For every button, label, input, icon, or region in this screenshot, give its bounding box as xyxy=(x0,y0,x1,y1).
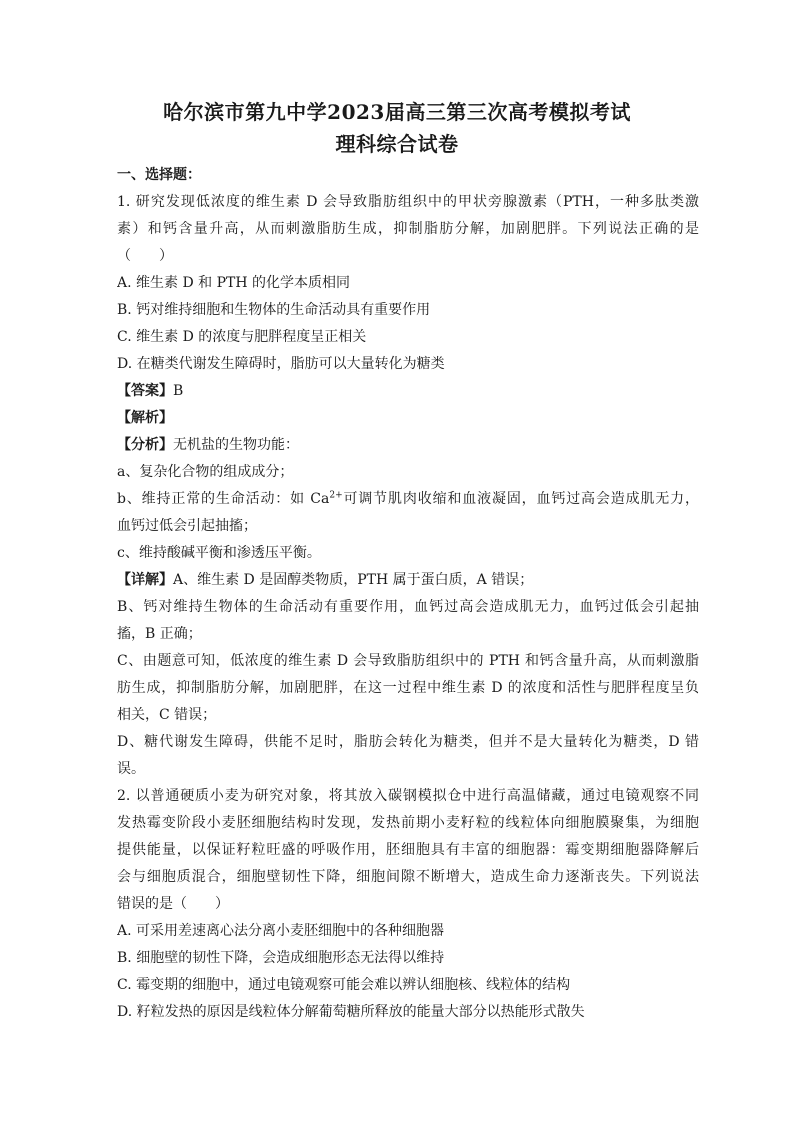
q1-stem-line: 素）和钙含量升高，从而刺激脂肪生成，抑制脂肪分解，加剧肥胖。下列说法正确的是 xyxy=(117,221,699,237)
detail-line: 肪生成，抑制脂肪分解，加剧肥胖，在这一过程中维生素 D 的浓度和活性与肥胖程度呈负 xyxy=(117,680,699,696)
q2-stem-line: 2. 以普通硬质小麦为研究对象，将其放入碳钢模拟仓中进行高温储藏，通过电镜观察不同 xyxy=(117,788,699,804)
analysis-point-b xyxy=(117,486,699,513)
detail-text: A、维生素 D 是固醇类物质，PTH 属于蛋白质，A 错误； xyxy=(173,572,534,588)
detail-line: D、糖代谢发生障碍，供能不足时，脂肪会转化为糖类，但并不是大量转化为糖类，D 错 xyxy=(117,734,699,750)
answer-value: B xyxy=(173,383,184,399)
question-2 xyxy=(117,783,699,1026)
q2-stem-line: 错误的是（ ） xyxy=(117,896,229,912)
analysis-label: 【解析】 xyxy=(117,410,173,426)
answer-row xyxy=(117,378,699,405)
q2-stem-line: 会与细胞质混合，细胞壁韧性下降，细胞间隙不断增大，造成生命力逐渐丧失。下列说法 xyxy=(117,869,699,885)
analysis-point-b-cont: 血钙过低会引起抽搐； xyxy=(117,518,257,534)
detail-line: C、由题意可知，低浓度的维生素 D 会导致脂肪组织中的 PTH 和钙含量升高，从而刺激脂 xyxy=(117,653,699,669)
point-b-superscript: 2+ xyxy=(329,490,343,501)
detail-row xyxy=(117,567,699,594)
point-b-suffix: 可调节肌肉收缩和血液凝固，血钙过高会造成肌无力， xyxy=(342,491,699,507)
detail-line: B、钙对维持生物体的生命活动有重要作用，血钙过高会造成肌无力，血钙过低会引起抽 xyxy=(117,599,699,615)
q2-option-b: B. 细胞壁的韧性下降，会造成细胞形态无法得以维持 xyxy=(117,950,445,966)
q2-option-c: C. 霉变期的细胞中，通过电镜观察可能会难以辨认细胞核、线粒体的结构 xyxy=(117,977,571,993)
answer-label: 【答案】 xyxy=(117,383,173,399)
q1-option-b: B. 钙对维持细胞和生物体的生命活动具有重要作用 xyxy=(117,302,431,318)
q1-stem-line: （ ） xyxy=(117,248,173,264)
q2-stem-line: 发热霉变阶段小麦胚细胞结构时发现，发热前期小麦籽粒的线粒体向细胞膜聚集，为细胞 xyxy=(117,815,699,831)
q1-option-a: A. 维生素 D 和 PTH 的化学本质相同 xyxy=(117,275,351,291)
detail-line: 相关，C 错误； xyxy=(117,707,217,723)
q2-stem-line: 提供能量，以保证籽粒旺盛的呼吸作用，胚细胞具有丰富的细胞器：霉变期细胞器降解后 xyxy=(117,842,699,858)
point-b-prefix: b、维持正常的生命活动：如 Ca xyxy=(117,491,330,507)
question-1 xyxy=(117,189,699,783)
fenxi-label: 【分析】 xyxy=(117,437,173,453)
exam-subtitle: 理科综合试卷 xyxy=(335,132,459,156)
q2-option-a: A. 可采用差速离心法分离小麦胚细胞中的各种细胞器 xyxy=(117,923,445,939)
analysis-point-a: a、复杂化合物的组成成分； xyxy=(117,464,294,480)
exam-title: 哈尔滨市第九中学2023届高三第三次高考模拟考试 xyxy=(163,100,631,124)
detail-line: 搐，B 正确； xyxy=(117,626,202,642)
section-heading: 一、选择题： xyxy=(117,167,201,183)
q1-stem-line: 1. 研究发现低浓度的维生素 D 会导致脂肪组织中的甲状旁腺激素（PTH，一种多肽类激 xyxy=(117,194,699,210)
fenxi-text: 无机盐的生物功能： xyxy=(173,437,299,453)
q1-option-c: C. 维生素 D 的浓度与肥胖程度呈正相关 xyxy=(117,329,367,345)
q2-option-d: D. 籽粒发热的原因是线粒体分解葡萄糖所释放的能量大部分以热能形式散失 xyxy=(117,1004,585,1020)
document-body xyxy=(117,162,699,1026)
analysis-point-c: c、维持酸碱平衡和渗透压平衡。 xyxy=(117,545,321,561)
fenxi-row xyxy=(117,432,699,459)
q1-option-d: D. 在糖类代谢发生障碍时，脂肪可以大量转化为糖类 xyxy=(117,356,445,372)
detail-label: 【详解】 xyxy=(117,572,173,588)
detail-line: 误。 xyxy=(117,761,145,777)
